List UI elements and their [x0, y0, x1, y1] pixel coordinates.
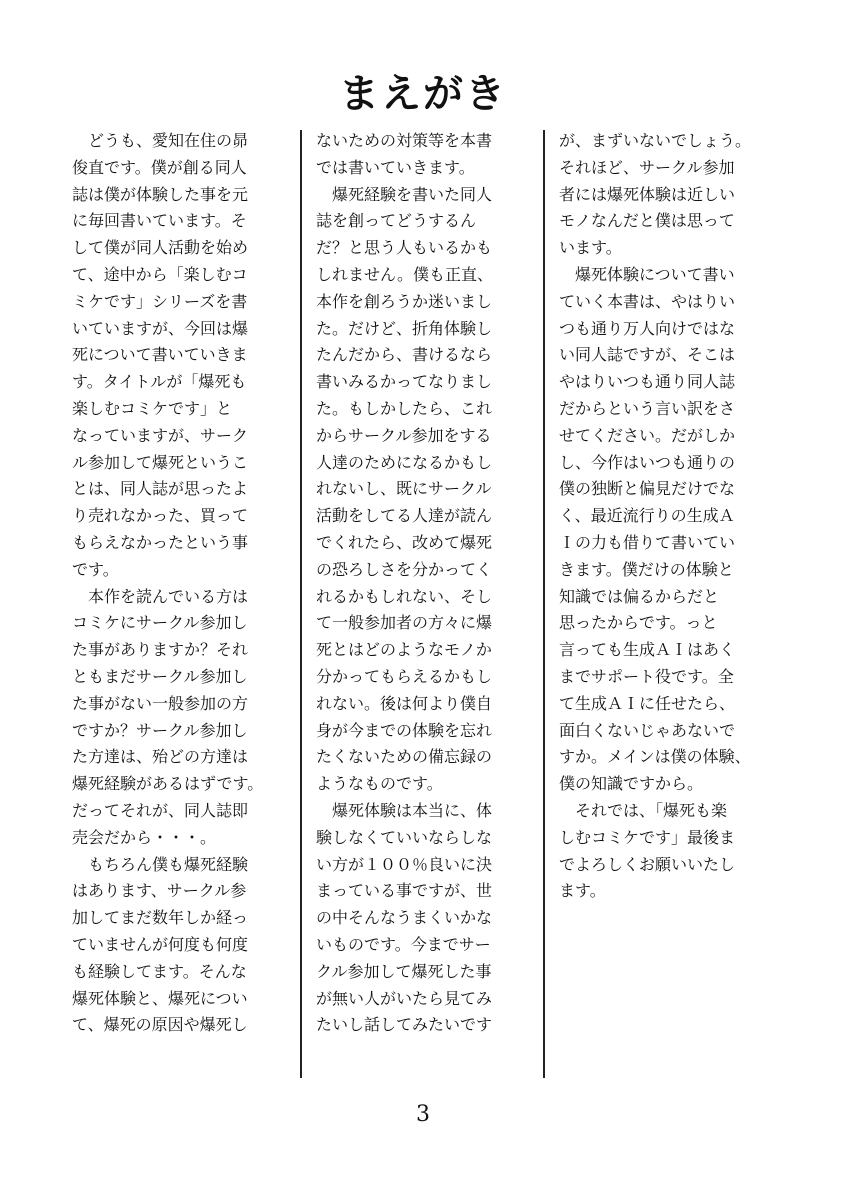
text-line: 僕の独断と偏見だけでな — [559, 479, 736, 499]
text-line: 思ったからです。っと — [559, 613, 718, 633]
text-line: 書いみるかってなりまし — [316, 372, 493, 392]
text-line: ます。 — [559, 881, 606, 901]
text-line: まっている事ですが、世 — [316, 881, 493, 901]
text-line: 活動をしてる人達が読ん — [316, 506, 493, 526]
text-line: く、最近流行りの生成Ａ — [559, 506, 735, 526]
text-line: い方が１００％良いに決 — [316, 854, 493, 874]
text-line: が、まずいないでしょう。 — [559, 131, 752, 150]
text-line: が無い人がいたら見てみ — [316, 988, 493, 1008]
text-line: ていませんが何度も何度 — [72, 934, 249, 954]
text-line: た事がありますか？それ — [72, 640, 249, 660]
text-line: 知識では偏るからだと — [559, 586, 720, 606]
text-line: ていく本書は、やはりい — [559, 291, 736, 311]
text-line: クル参加して爆死した事 — [316, 961, 492, 981]
column-divider — [543, 130, 545, 1078]
text-line: た。だけど、折角体験し — [316, 318, 493, 338]
text-line: も経験してます。そんな — [72, 961, 247, 981]
text-line: 分かってもらえるかもし — [316, 666, 493, 686]
text-line: 俊直です。僕が創る同人 — [72, 157, 247, 177]
text-line: ようなものです。 — [316, 774, 443, 794]
text-line: て、途中から「楽しむコ — [72, 264, 248, 284]
text-line: コミケにサークル参加し — [72, 613, 248, 633]
text-line: の中そんなうまくいかな — [316, 908, 493, 928]
text-line: だからという言い訳をさ — [559, 398, 736, 418]
text-line: 本作を創ろうか迷いまし — [316, 291, 493, 311]
text-line: もちろん僕も爆死経験 — [72, 854, 249, 874]
text-line: はあります、サークル参 — [72, 881, 247, 901]
text-line: までサポート役です。全 — [559, 666, 734, 686]
text-line: り売れなかった、買って — [72, 506, 249, 526]
page-title: まえがき — [339, 71, 507, 117]
text-line: 爆死体験と、爆死につい — [72, 988, 248, 1008]
text-line: た事がない一般参加の方 — [72, 693, 249, 713]
text-line: て生成ＡＩに任せたら、 — [559, 693, 736, 713]
text-line: です。 — [72, 559, 119, 579]
text-line: だってそれが、同人誌即 — [72, 800, 249, 820]
text-line: た方達は、殆どの方達は — [72, 747, 249, 767]
text-line: ともまだサークル参加し — [72, 666, 248, 686]
text-line: それほど、サークル参加 — [559, 157, 735, 177]
text-line: いていますが、今回は爆 — [72, 318, 249, 338]
text-line: からサークル参加をする — [316, 425, 492, 445]
column-divider — [300, 130, 302, 1078]
text-line: きます。僕だけの体験と — [559, 559, 734, 579]
text-column-3 — [559, 128, 771, 905]
text-line: 僕の知識ですから。 — [559, 774, 704, 794]
text-line: 加してまだ数年しか経っ — [72, 908, 249, 928]
text-line: 人達のためになるかもし — [316, 452, 493, 472]
text-line: すか。メインは僕の体験、 — [559, 747, 751, 767]
text-line: います。 — [559, 238, 622, 258]
text-line: それでは、「爆死も楽 — [559, 800, 728, 820]
text-line: し、今作はいつも通りの — [559, 452, 736, 472]
text-column-2 — [316, 128, 528, 1039]
text-line: たくないための備忘録の — [316, 747, 493, 767]
text-line: 爆死経験があるはずです。 — [72, 774, 264, 794]
text-line: だ？と思う人もいるかも — [316, 238, 493, 258]
text-line: しむコミケです」最後ま — [559, 827, 736, 847]
text-line: たいし話してみたいです — [316, 1015, 493, 1035]
text-line: やはりいつも通り同人誌 — [559, 372, 736, 392]
text-line: の恐ろしさを分かってく — [316, 559, 493, 579]
text-line: て一般参加者の方々に爆 — [316, 613, 493, 633]
text-line: れるかもしれない、そし — [316, 586, 493, 606]
text-line: でくれたら、改めて爆死 — [316, 532, 493, 552]
text-line: しれません。僕も正直、 — [316, 264, 493, 284]
text-line: 誌は僕が体験した事を元 — [72, 184, 249, 204]
text-line: どうも、愛知在住の昴 — [72, 131, 249, 150]
text-line: れないし、既にサークル — [316, 479, 492, 499]
text-line: 験しなくていいならしな — [316, 827, 493, 847]
text-line: とは、同人誌が思ったよ — [72, 479, 249, 499]
text-line: して僕が同人活動を始め — [72, 238, 249, 258]
text-line: 誌を創ってどうするん — [316, 211, 477, 231]
text-line: 爆死体験について書い — [559, 264, 735, 284]
text-line: ミケです」シリーズを書 — [72, 291, 248, 311]
text-line: モノなんだと僕は思って — [559, 211, 735, 231]
text-line: た。もしかしたら、これ — [316, 398, 493, 418]
text-line: もらえなかったという事 — [72, 532, 249, 552]
text-line: いものです。今までサー — [316, 934, 491, 954]
text-line: Ｉの力も借りて書いてい — [559, 532, 736, 552]
text-line: 者には爆死体験は近しい — [559, 184, 736, 204]
text-line: 身が今までの体験を忘れ — [316, 720, 493, 740]
text-line: 本作を読んでいる方は — [72, 586, 249, 606]
text-line: れない。後は何より僕自 — [316, 693, 493, 713]
text-line: たんだから、書けるなら — [316, 345, 493, 365]
text-line: なっていますが、サーク — [72, 425, 249, 445]
text-line: 爆死体験は本当に、体 — [316, 800, 493, 820]
text-line: て、爆死の原因や爆死し — [72, 1015, 248, 1035]
text-line: 死について書いていきま — [72, 345, 248, 365]
text-line: 面白くないじゃあないで — [559, 720, 736, 740]
page-number: 3 — [416, 1102, 430, 1127]
text-line: に毎回書いています。そ — [72, 211, 247, 231]
text-line: す。タイトルが「爆死も — [72, 372, 247, 392]
text-line: せてください。だがしか — [559, 425, 736, 445]
text-column-1 — [72, 128, 284, 1039]
text-line: い同人誌ですが、そこは — [559, 345, 736, 365]
text-line: 爆死経験を書いた同人 — [316, 184, 493, 204]
text-line: ですか？サークル参加し — [72, 720, 248, 740]
text-line: 売会だから・・・。 — [72, 827, 217, 847]
text-line: では書いていきます。 — [316, 157, 475, 177]
text-line: 言っても生成ＡＩはあく — [559, 640, 736, 660]
text-line: でよろしくお願いいたし — [559, 854, 736, 874]
text-line: ないための対策等を本書 — [316, 131, 493, 150]
text-line: 楽しむコミケです」と — [72, 398, 233, 418]
text-line: つも通り万人向けではな — [559, 318, 736, 338]
text-line: 死とはどのようなモノか — [316, 640, 492, 660]
text-line: ル参加して爆死というこ — [72, 452, 249, 472]
